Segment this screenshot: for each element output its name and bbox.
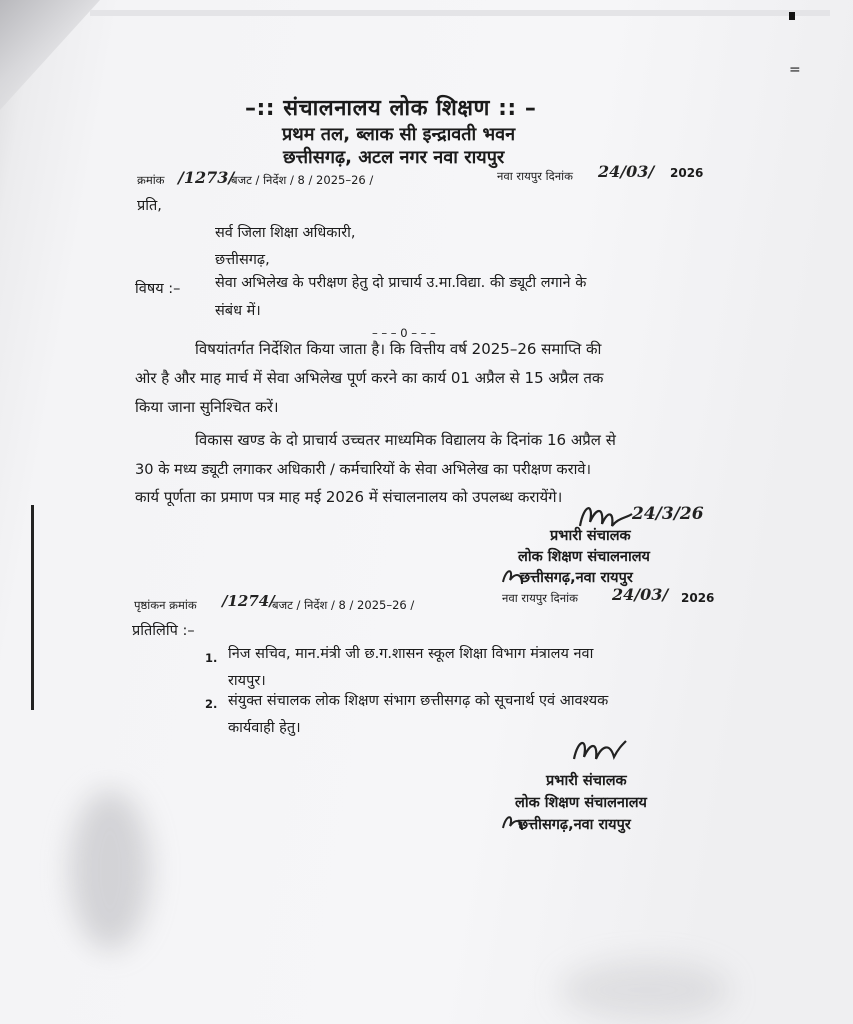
ref2-year: 2026 (681, 591, 715, 605)
signature1-handwritten-date: 24/3/26 (632, 504, 704, 524)
ref-number-handwritten: /1273/ (178, 168, 235, 187)
prati-label: प्रति, (137, 198, 162, 214)
edge-mark-top-right (789, 12, 795, 20)
top-edge-strip (90, 10, 830, 16)
page-fold-corner (0, 0, 100, 110)
subject-line1: सेवा अभिलेख के परीक्षण हेतु दो प्राचार्य उ.मा.विद्या. की ड्यूटी लगाने के (215, 275, 587, 291)
addressee-to: सर्व जिला शिक्षा अधिकारी, (215, 225, 356, 241)
ref-number-suffix: बजट / निर्देश / 8 / 2025–26 / (231, 173, 374, 187)
copy-item-1-line2: रायपुर। (228, 673, 266, 689)
subject-label: विषय :– (135, 281, 181, 297)
office-address-line1: प्रथम तल, ब्लाक सी इन्द्रावती भवन (282, 124, 516, 145)
body-p2-line2: 30 के मध्य ड्यूटी लगाकर अधिकारी / कर्मचारियों के सेवा अभिलेख का परीक्षण करावे। (135, 461, 591, 478)
ref-year: 2026 (670, 166, 704, 180)
signature1-office: लोक शिक्षण संचालनालय (518, 549, 650, 565)
ref-place-date-label: नवा रायपुर दिनांक (497, 169, 573, 183)
ref2-number-suffix: बजट / निर्देश / 8 / 2025–26 / (272, 598, 415, 612)
addressee-state: छत्तीसगढ़, (215, 252, 270, 268)
edge-mark-left (31, 505, 34, 710)
ref2-number-handwritten: /1274/ (222, 592, 275, 610)
copy-label: प्रतिलिपि :– (132, 623, 195, 639)
right-margin-mark: = (789, 62, 801, 78)
signature2-scribble (570, 735, 630, 769)
signature1-designation: प्रभारी संचालक (550, 528, 631, 544)
ref2-number-label: पृष्ठांकन क्रमांक (134, 598, 197, 612)
body-p1-line1: विषयांतर्गत निर्देशित किया जाता है। कि वित्तीय वर्ष 2025–26 समाप्ति की (195, 340, 602, 358)
scan-smudge (70, 790, 150, 950)
signature2-designation: प्रभारी संचालक (546, 773, 627, 789)
subject-line2: संबंध में। (215, 303, 261, 319)
office-title: –:: संचालनालय लोक शिक्षण :: – (245, 96, 537, 121)
copy-item-2-number: 2. (205, 697, 218, 711)
scan-smudge (560, 960, 730, 1020)
body-p2-line1: विकास खण्ड के दो प्राचार्य उच्चतर माध्यमिक विद्यालय के दिनांक 16 अप्रैल से (195, 431, 616, 449)
copy-item-1-line1: निज सचिव, मान.मंत्री जी छ.ग.शासन स्कूल शिक्षा विभाग मंत्रालय नवा (228, 646, 594, 662)
signature1-place: छत्तीसगढ़,नवा रायपुर (520, 570, 633, 586)
ref-date-handwritten: 24/03/ (598, 162, 655, 181)
body-p2-line3: कार्य पूर्णता का प्रमाण पत्र माह मई 2026 में संचालनालय को उपलब्ध करायेंगे। (135, 488, 563, 506)
ref-number-label: क्रमांक (137, 173, 165, 187)
ref2-date-handwritten: 24/03/ (612, 585, 669, 604)
separator: – – – 0 – – – (372, 326, 436, 340)
copy-item-2-line1: संयुक्त संचालक लोक शिक्षण संभाग छत्तीसगढ़ को सूचनार्थ एवं आवश्यक (228, 693, 609, 709)
body-p1-line2: ओर है और माह मार्च में सेवा अभिलेख पूर्ण करने का कार्य 01 अप्रैल से 15 अप्रैल तक (135, 369, 604, 387)
office-address-line2: छत्तीसगढ़, अटल नगर नवा रायपुर (283, 147, 505, 168)
signature2-office: लोक शिक्षण संचालनालय (515, 795, 647, 811)
copy-item-1-number: 1. (205, 651, 218, 665)
copy-item-2-line2: कार्यवाही हेतु। (228, 720, 301, 736)
signature2-place: छत्तीसगढ़,नवा रायपुर (518, 817, 631, 833)
body-p1-line3: किया जाना सुनिश्चित करें। (135, 398, 279, 416)
ref2-place-date-label: नवा रायपुर दिनांक (502, 591, 578, 605)
